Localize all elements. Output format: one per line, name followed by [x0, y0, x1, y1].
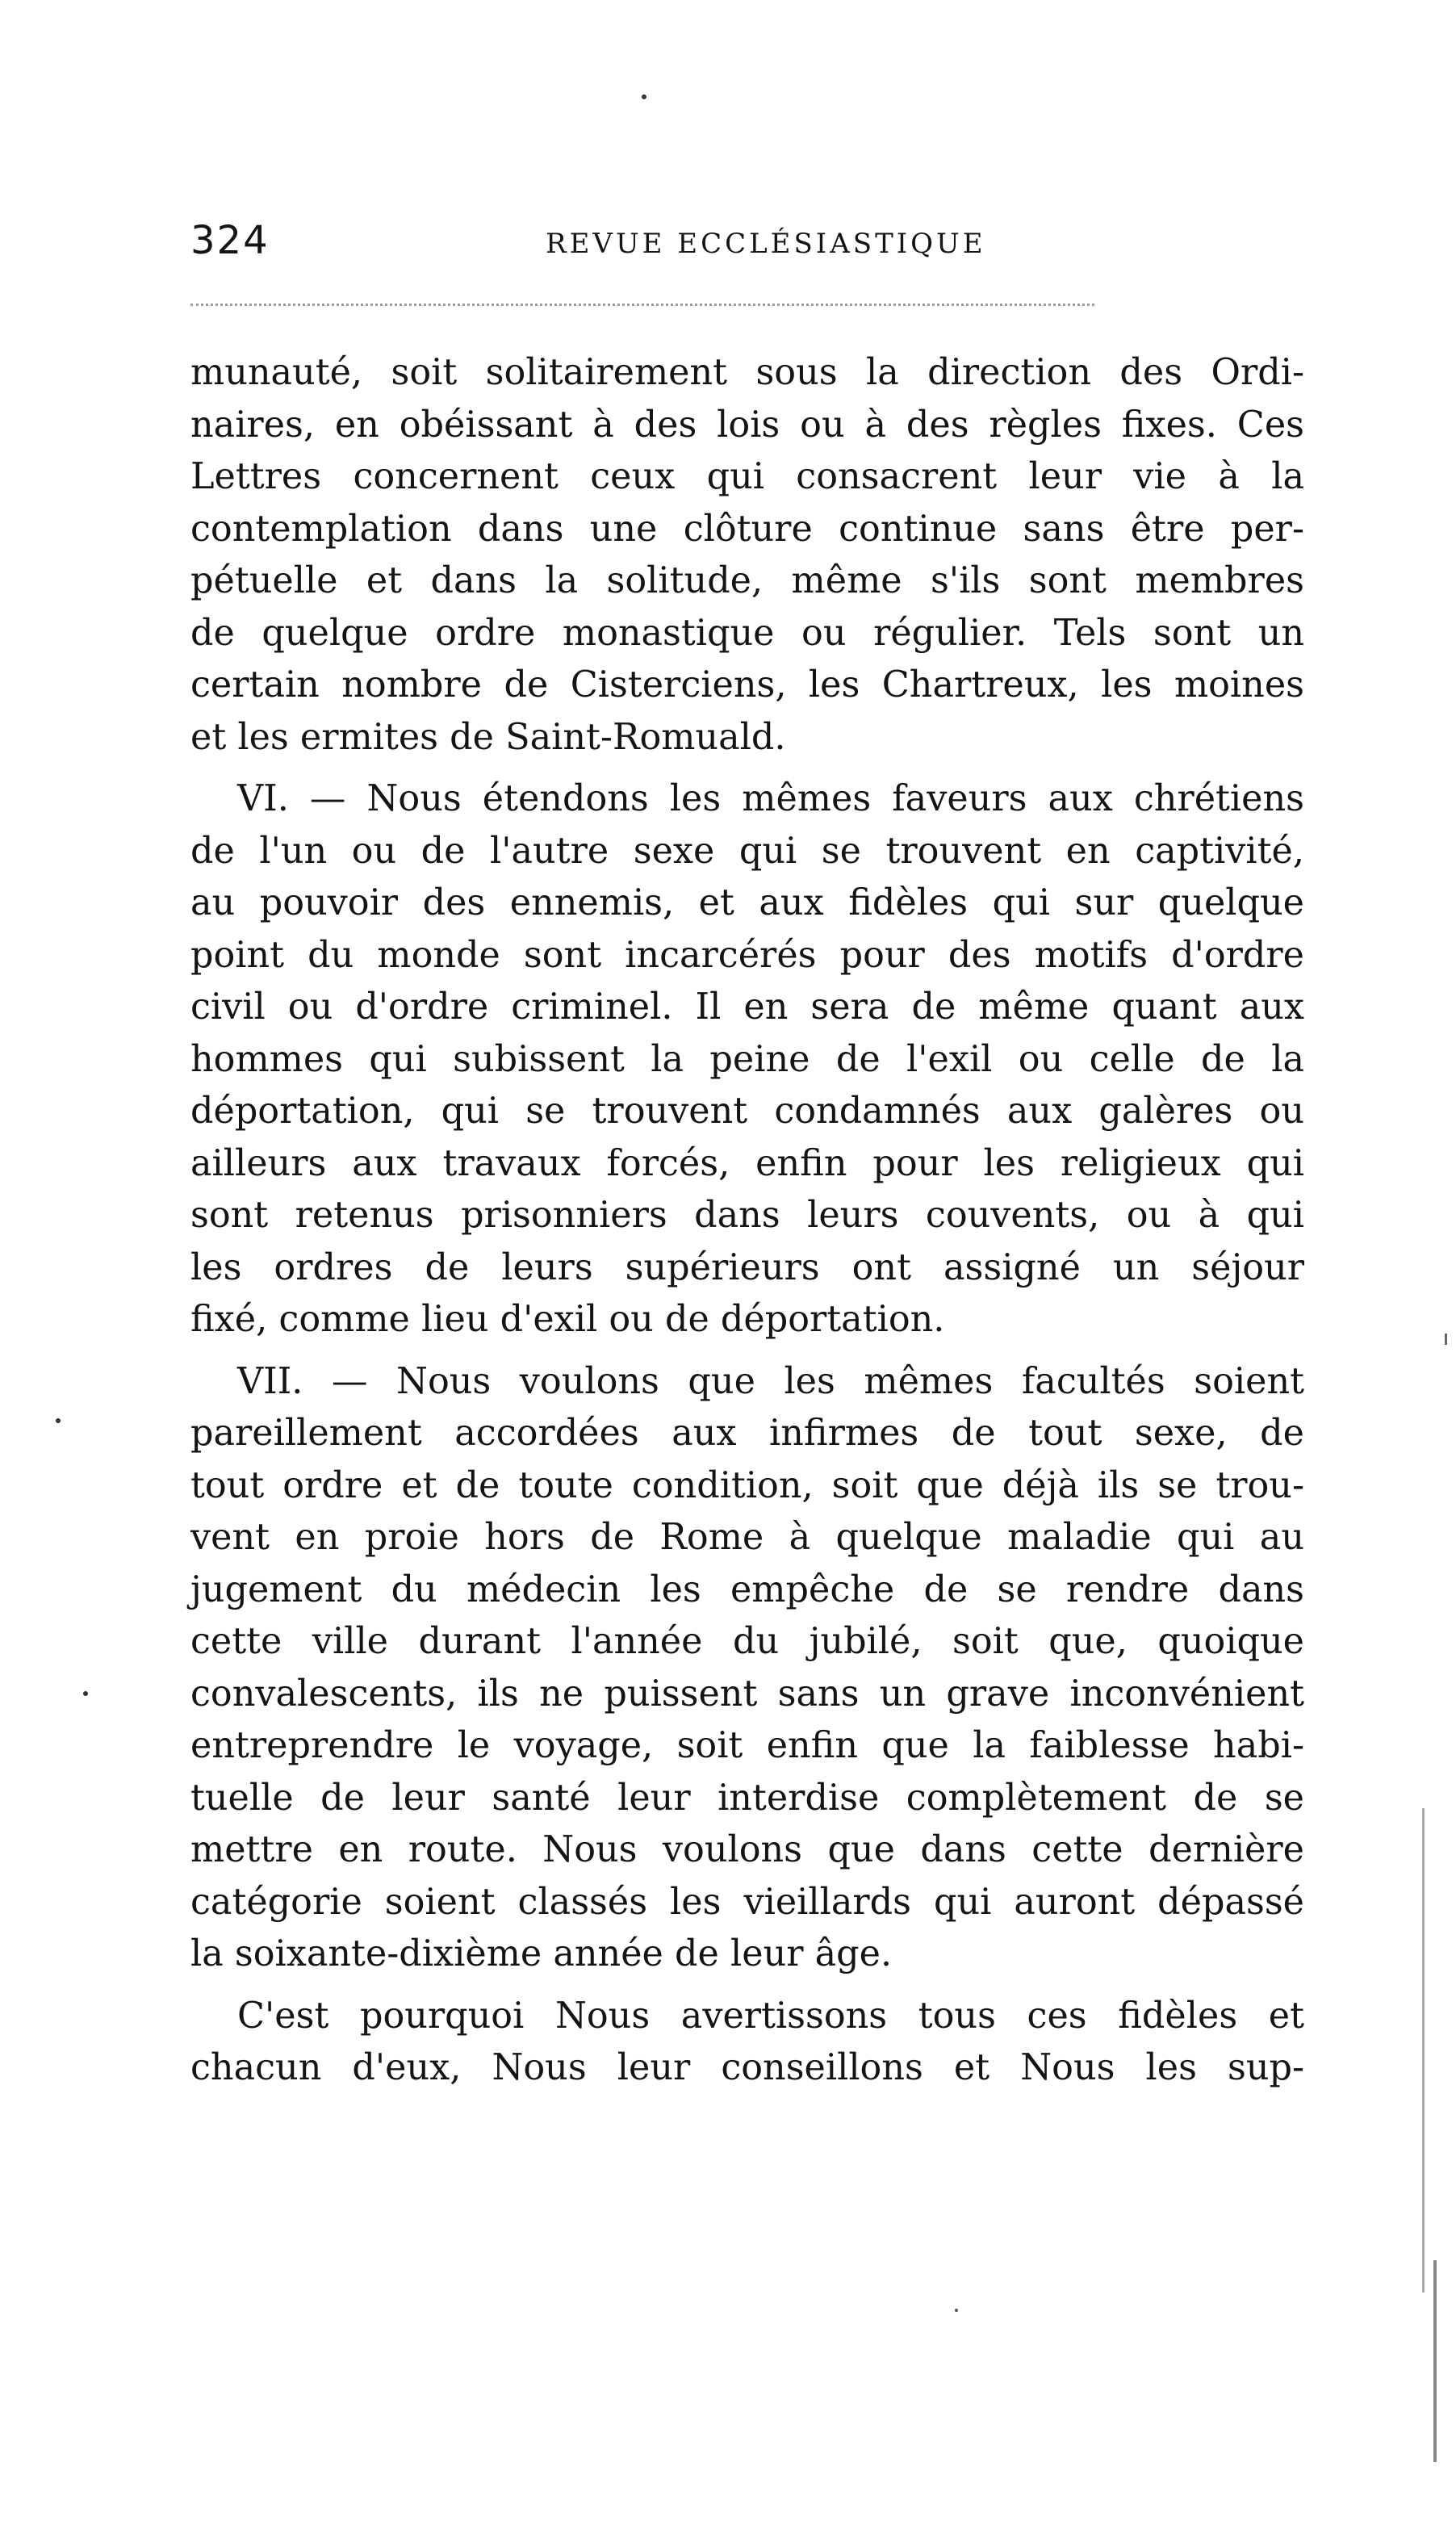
text-line: munauté, soit solitairement sous la direction des Ordi- [190, 352, 1304, 393]
text-line: civil ou d'ordre criminel. Il en sera de même quant aux [190, 986, 1304, 1028]
text-line: jugement du médecin les empêche de se rendre dans [190, 1568, 1304, 1610]
text-line: hommes qui subissent la peine de l'exil ou celle de la [190, 1038, 1304, 1080]
text-line: déportation, qui se trouvent condamnés aux galères ou [190, 1091, 1304, 1132]
text-line: vent en proie hors de Rome à quelque maladie qui au [190, 1517, 1304, 1558]
text-line: la soixante-dixième année de leur âge. [190, 1933, 893, 1974]
text-line: les ordres de leurs supérieurs ont assigné un séjour [190, 1246, 1304, 1288]
text-line: au pouvoir des ennemis, et aux fidèles qui sur quelque [190, 882, 1304, 923]
text-line: naires, en obéissant à des lois ou à des règles fixes. Ces [190, 404, 1304, 446]
text-line: Lettres concernent ceux qui consacrent leur vie à la [190, 456, 1304, 497]
text-line: catégorie soient classés les vieillards qui auront dépassé [190, 1881, 1304, 1923]
text-line: pareillement accordées aux infirmes de tout sexe, de [190, 1413, 1304, 1454]
page-number: 324 [190, 218, 270, 263]
text-line: tout ordre et de toute condition, soit que déjà ils se trou- [190, 1464, 1304, 1506]
text-line: pétuelle et dans la solitude, même s'ils sont membres [190, 560, 1304, 601]
text-line: point du monde sont incarcérés pour des motifs d'ordre [190, 934, 1304, 976]
text-line: fixé, comme lieu d'exil ou de déportation. [190, 1299, 945, 1340]
text-line: certain nombre de Cisterciens, les Chartreux, les moines [190, 664, 1304, 706]
text-line: sont retenus prisonniers dans leurs couvents, ou à qui [190, 1195, 1304, 1236]
text-line: VII. — Nous voulons que les mêmes facultés soient [237, 1360, 1304, 1402]
text-line: C'est pourquoi Nous avertissons tous ces fidèles et [237, 1995, 1304, 2037]
text-line: VI. — Nous étendons les mêmes faveurs aux chrétiens [237, 778, 1304, 819]
text-line: de quelque ordre monastique ou régulier. Tels sont un [190, 612, 1304, 654]
running-head: REVUE ECCLÉSIASTIQUE [546, 228, 986, 260]
text-line: chacun d'eux, Nous leur conseillons et Nous les sup- [190, 2047, 1304, 2088]
text-line: convalescents, ils ne puissent sans un grave inconvénient [190, 1673, 1304, 1715]
text-line: de l'un ou de l'autre sexe qui se trouvent en captivité, [190, 830, 1304, 872]
text-line: cette ville durant l'année du jubilé, soit que, quoique [190, 1621, 1304, 1662]
text-line: ailleurs aux travaux forcés, enfin pour les religieux qui [190, 1142, 1304, 1184]
text-line: entreprendre le voyage, soit enfin que la faiblesse habi- [190, 1725, 1304, 1766]
text-line: mettre en route. Nous voulons que dans cette dernière [190, 1829, 1304, 1870]
text-line: contemplation dans une clôture continue sans être per- [190, 508, 1304, 550]
text-line: tuelle de leur santé leur interdise complètement de se [190, 1777, 1304, 1819]
text-line: et les ermites de Saint-Romuald. [190, 716, 786, 758]
